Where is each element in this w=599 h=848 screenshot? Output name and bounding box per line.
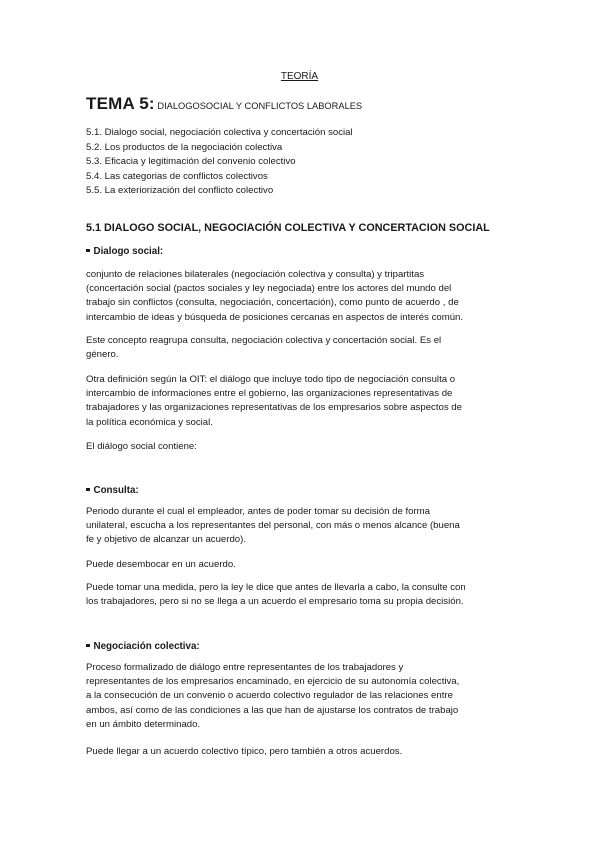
toc-item: 5.1. Dialogo social, negociación colectiva y concertación social [86,127,353,138]
subheading-consulta [86,485,139,496]
paragraph [86,334,516,362]
text-line: en un ámbito determinado. [86,718,201,730]
text-line: trabajo sin conflictos (consulta, negociación, concertación), como punto de acuerdo , de [86,297,459,309]
page-title [86,94,362,114]
text-line: Puede llegar a un acuerdo colectivo típico, pero también a otros acuerdos. [86,746,403,757]
text-line: género. [86,349,119,361]
paragraph [86,440,516,454]
subheading-negociacion-colectiva [86,641,200,652]
text-line: conjunto de relaciones bilaterales (negociación colectiva y consulta) y tripartitas [86,269,425,280]
paragraph [86,268,516,325]
text-line: la política económica y social. [86,416,213,428]
paragraph [86,558,516,572]
text-line: Proceso formalizado de diálogo entre representantes de los trabajadores y [86,662,404,673]
tema-number: TEMA 5: [86,94,155,113]
paragraph [86,505,516,548]
table-of-contents [86,126,353,199]
paragraph [86,661,516,732]
text-line: ambos, así como de las condiciones a las que han de ajustarse los contratos de trabajo [86,704,459,716]
text-line: Este concepto reagrupa consulta, negociación colectiva y concertación social. Es el [86,335,442,346]
section-heading: 5.1 DIALOGO SOCIAL, NEGOCIACIÓN COLECTIVA Y CONCERTACION SOCIAL [86,222,490,234]
toc-item: 5.4. Las categorias de conflictos colectivos [86,170,268,182]
text-line: El diálogo social contiene: [86,441,197,452]
doc-label: TEORÍA [280,71,319,82]
text-line: Puede desembocar en un acuerdo. [86,559,236,570]
text-line: intercambio de ideas y búsqueda de posiciones cercanas en aspectos de interés común. [86,311,464,323]
toc-item: 5.5. La exteriorización del conflicto colectivo [86,185,274,197]
paragraph [86,373,516,430]
text-line: Periodo durante el cual el empleador, antes de poder tomar su decisión de forma [86,506,430,517]
text-line: intercambio de informaciones entre el gobierno, las organizaciones representativas de [86,388,453,400]
subheading-dialogo-social [86,246,163,257]
square-bullet-icon [86,488,90,492]
subheading-label: Negociación colectiva: [93,641,200,652]
text-line: fe y objetivo de alcanzar un acuerdo). [86,534,246,546]
subheading-label: Dialogo social: [93,246,164,257]
subheading-label: Consulta: [93,485,139,496]
text-line: representantes de los empresarios encaminado, en ejercicio de su autonomía colectiva, [86,676,460,688]
text-line: (concertación social (pactos sociales y ley negociada) entre los actores del mundo del [86,283,452,295]
text-line: a la consecución de un convenio o acuerdo colectivo regulador de las relaciones entre [86,690,453,702]
toc-item: 5.3. Eficacia y legitimación del convenio colectivo [86,156,296,168]
text-line: Puede tomar una medida, pero la ley le dice que antes de llevarla a cabo, la consulte con [86,582,466,593]
tema-subtitle: DIALOGOSOCIAL Y CONFLICTOS LABORALES [154,101,363,111]
square-bullet-icon [86,249,90,253]
paragraph [86,745,516,759]
text-line: trabajadores y las organizaciones representativas de los empresarios sobre aspectos de [86,402,462,414]
text-line: los trabajadores, pero si no se llega a un acuerdo el empresario toma su propia decisión. [86,596,464,608]
text-line: unilateral, escucha a los representantes del personal, con más o menos alcance (buena [86,520,460,532]
toc-item: 5.2. Los productos de la negociación colectiva [86,141,283,153]
text-line: Otra definición según la OIT: el diálogo que incluye todo tipo de negociación consulta o [86,374,456,385]
paragraph [86,581,516,609]
square-bullet-icon [86,644,90,648]
